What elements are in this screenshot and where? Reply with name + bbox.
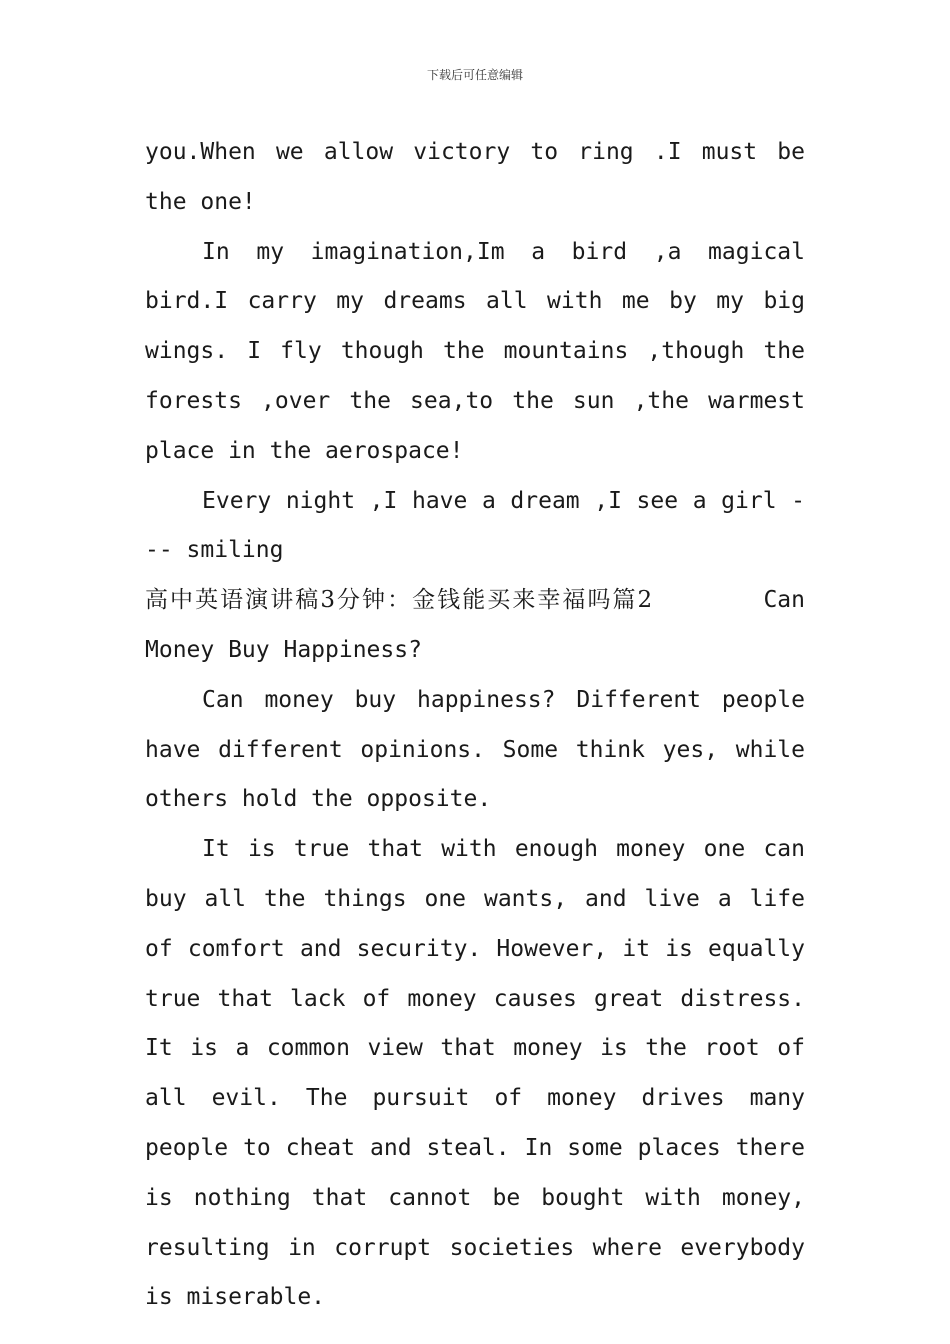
section-heading <box>145 576 805 676</box>
paragraph-argument: It is true that with enough money one can buy all the things one wants, and live a life of comfort and security. However, it is equally true that lack of money causes great distress. It is a common view that money is the root of all evil. The pursuit of money drives many people to cheat and steal. In some places there is nothing that cannot be bought with money, resulting in corrupt societies where everybody is miserable. <box>145 836 805 1311</box>
paragraph-intro: Can money buy happiness? Different people have different opinions. Some think yes, while others hold the opposite. <box>145 686 805 813</box>
section-heading-english: Can Money Buy Happiness? <box>145 587 805 663</box>
document-body <box>145 128 805 1323</box>
paragraph-continuation: you.When we allow victory to ring .I must be the one! <box>145 139 805 215</box>
paragraph-imagination: In my imagination,Im a bird ,a magical bird.I carry my dreams all with me by my big wings. I fly though the mountains ,though the forests ,over the sea,to the sun ,the warmest place in the aerospace! <box>145 238 805 464</box>
page-header: 下载后可任意编辑 <box>426 68 523 82</box>
section-heading-chinese: 高中英语演讲稿3分钟：金钱能买来幸福吗篇2 <box>145 587 653 614</box>
paragraph-dream: Every night ,I have a dream ,I see a girl --- smiling <box>145 487 805 564</box>
